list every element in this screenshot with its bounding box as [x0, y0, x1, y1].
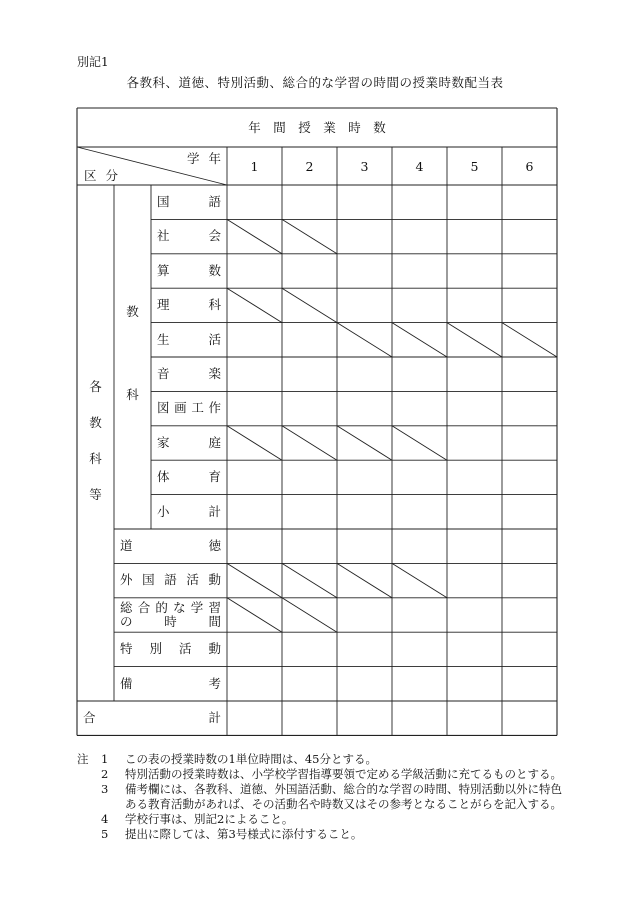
note-number: 3 [101, 782, 109, 796]
subject-label: 小 計 [157, 503, 221, 519]
subject-label: 算 数 [157, 262, 221, 278]
slashed-cell-diagonal [392, 323, 447, 357]
other-label: 道 徳 [120, 538, 221, 553]
subject-label: 国 語 [157, 194, 221, 209]
note-number: 5 [101, 827, 109, 841]
slashed-cell-diagonal [502, 323, 557, 357]
grade-header-5: 5 [470, 159, 479, 174]
note-text: この表の授業時数の1単位時間は、45分とする。 [125, 752, 377, 766]
annual-hours-header: 年 間 授 業 時 数 [248, 120, 386, 135]
other-label: 備 考 [120, 675, 221, 691]
corner-category-label: 区 分 [84, 168, 118, 183]
slashed-cell-diagonal [227, 598, 282, 632]
group-label-char: 教 [89, 415, 102, 430]
document-label: 別記1 [77, 55, 109, 69]
slashed-cell-diagonal [282, 563, 337, 597]
slashed-cell-diagonal [392, 426, 447, 460]
total-label: 合 計 [83, 710, 221, 725]
slashed-cell-diagonal [392, 563, 447, 597]
slashed-cell-diagonal [227, 219, 282, 253]
note-item [77, 767, 567, 782]
subgroup-label-char: 科 [126, 387, 139, 402]
note-text: 提出に際しては、第3号様式に添付すること。 [125, 827, 363, 841]
corner-grade-label: 学 年 [187, 151, 221, 166]
note-number: 2 [101, 767, 109, 781]
slashed-cell-diagonal [282, 219, 337, 253]
subject-label: 生 活 [157, 331, 221, 347]
document-title: 各教科、道徳、特別活動、総合的な学習の時間の授業時数配当表 [126, 75, 504, 90]
slashed-cell-diagonal [282, 426, 337, 460]
other-label: 外 国 語 活 動 [120, 572, 221, 588]
note-item [77, 812, 567, 827]
note-item [77, 782, 567, 812]
note-item [77, 752, 567, 767]
subject-label: 体 育 [157, 469, 221, 485]
other-label: 特 別 活 動 [120, 641, 221, 657]
subject-label: 理 科 [157, 297, 221, 313]
slashed-cell-diagonal [337, 426, 392, 460]
subject-label: 音 楽 [157, 366, 221, 381]
note-item [77, 827, 567, 842]
slashed-cell-diagonal [227, 288, 282, 322]
slashed-cell-diagonal [282, 598, 337, 632]
other-label: 総 合 的 な 学 習 [120, 599, 221, 615]
grade-header-6: 6 [525, 159, 534, 174]
slashed-cell-diagonal [227, 426, 282, 460]
grade-header-3: 3 [360, 159, 369, 174]
subgroup-label-char: 教 [126, 304, 139, 319]
subject-label: 家 庭 [157, 434, 221, 450]
grade-header-1: 1 [250, 159, 259, 174]
subject-label: 社 会 [157, 228, 221, 244]
group-label-char: 科 [89, 451, 102, 466]
slashed-cell-diagonal [337, 563, 392, 597]
grade-header-2: 2 [305, 159, 314, 174]
group-label-char: 等 [89, 487, 102, 502]
notes-lead: 注 [77, 752, 89, 766]
slashed-cell-diagonal [337, 323, 392, 357]
note-text: 学校行事は、別記2によること。 [125, 812, 294, 826]
note-number: 4 [101, 812, 109, 826]
note-text: 特別活動の授業時数は、小学校学習指導要領で定める学級活動に充てるものとする。 [125, 767, 562, 781]
subject-label: 図 画 工 作 [157, 400, 221, 416]
other-label-line2: の 時 間 [120, 613, 221, 629]
notes-section [77, 752, 567, 842]
grade-header-4: 4 [415, 159, 424, 174]
slashed-cell-diagonal [282, 288, 337, 322]
slashed-cell-diagonal [227, 563, 282, 597]
note-text: 備考欄には、各教科、道徳、外国語活動、総合的な学習の時間、特別活動以外に特色ある教育活動があれば、その活動名や時数又はその参考となることがらを記入する。 [125, 782, 562, 811]
note-number: 1 [101, 752, 109, 766]
group-label-char: 各 [89, 379, 102, 394]
slashed-cell-diagonal [447, 323, 502, 357]
